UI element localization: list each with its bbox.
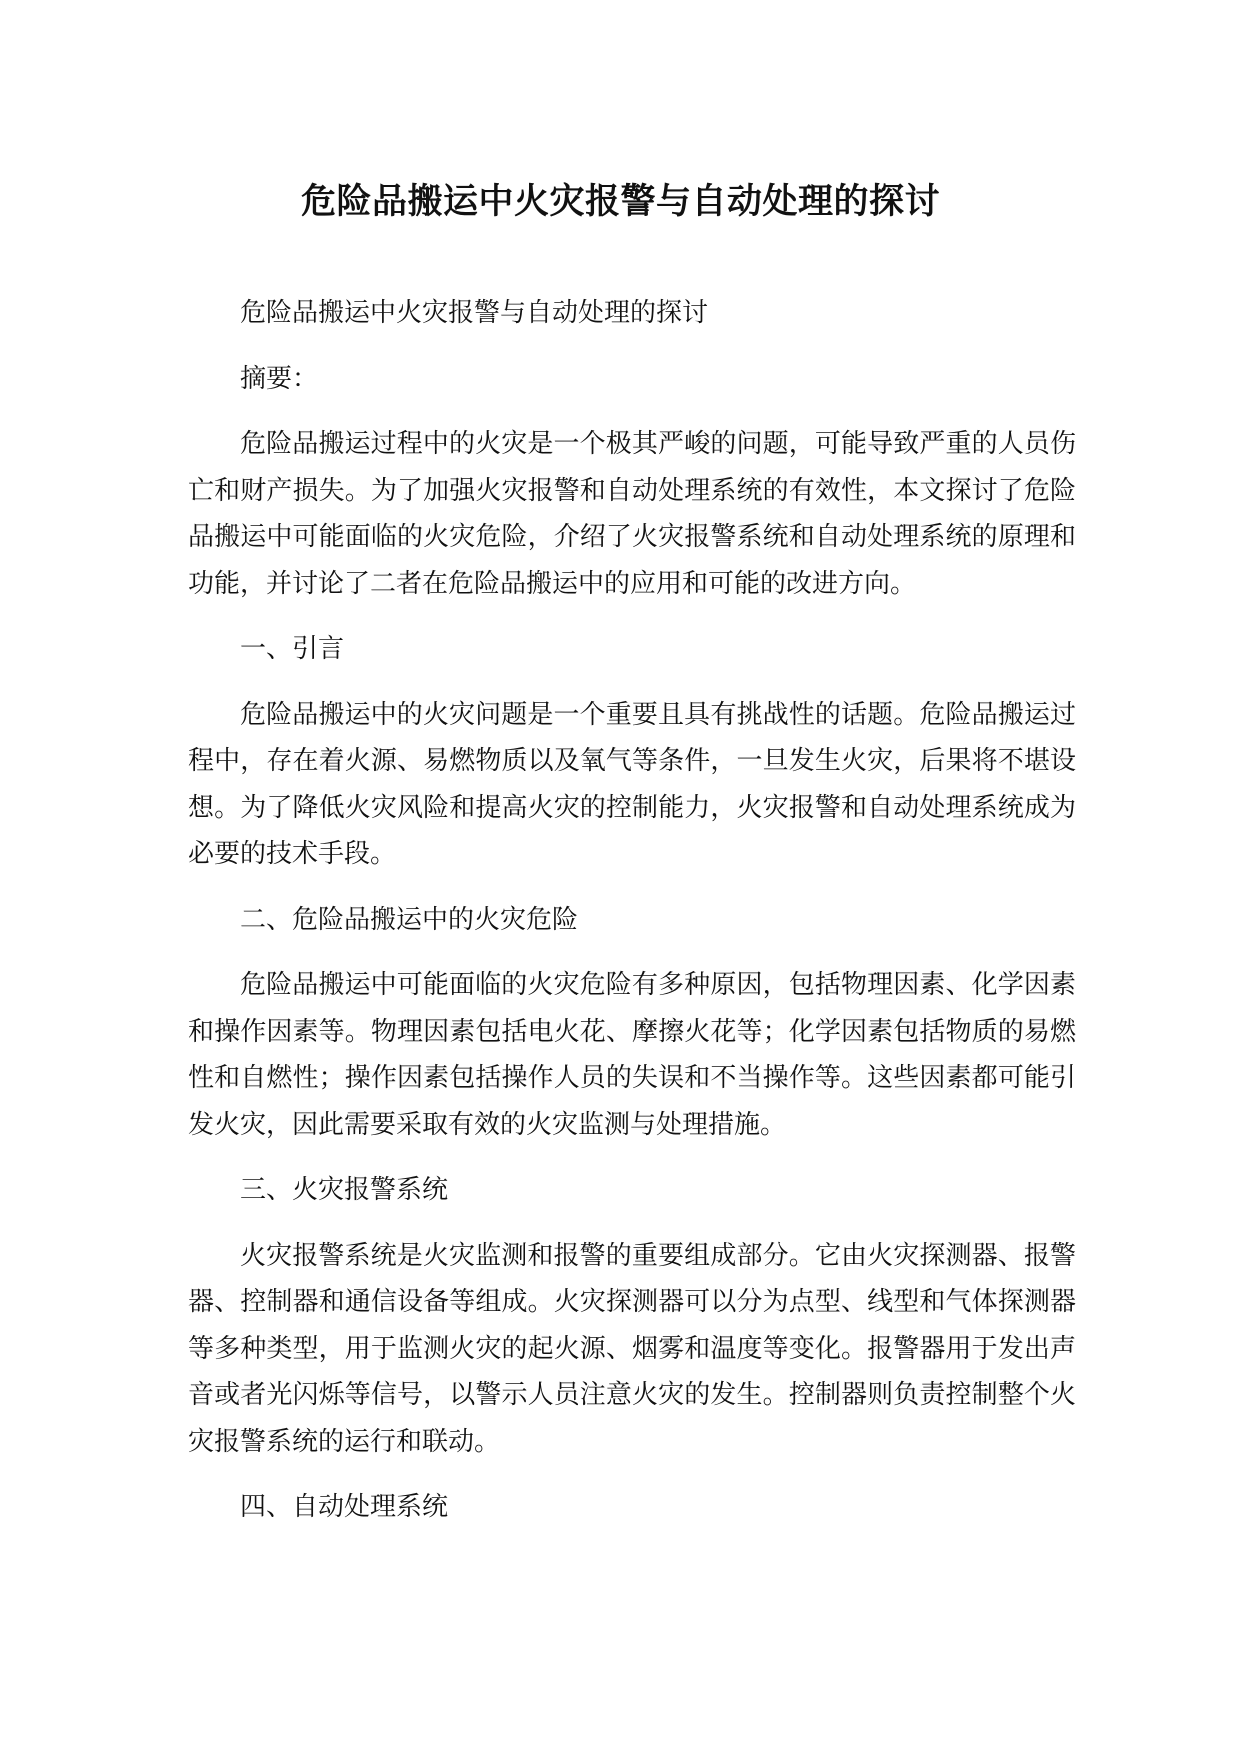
section-paragraph-introduction: 危险品搬运中的火灾问题是一个重要且具有挑战性的话题。危险品搬运过程中，存在着火源、易燃物质以及氧气等条件，一旦发生火灾，后果将不堪设想。为了降低火灾风险和提高火灾的控制能力，火灾报警和自动处理系统成为必要的技术手段。 <box>188 699 1076 869</box>
section-paragraph-fire-hazards: 危险品搬运中可能面临的火灾危险有多种原因，包括物理因素、化学因素和操作因素等。物理因素包括电火花、摩擦火花等；化学因素包括物质的易燃性和自燃性；操作因素包括操作人员的失误和不当操作等。这些因素都可能引发火灾，因此需要采取有效的火灾监测与处理措施。 <box>188 970 1076 1140</box>
abstract-label: 摘要： <box>240 363 319 394</box>
abstract-paragraph: 危险品搬运过程中的火灾是一个极其严峻的问题，可能导致严重的人员伤亡和财产损失。为了加强火灾报警和自动处理系统的有效性，本文探讨了危险品搬运中可能面临的火灾危险，介绍了火灾报警系统和自动处理系统的原理和功能，并讨论了二者在危险品搬运中的应用和可能的改进方向。 <box>188 429 1076 599</box>
section-heading-introduction: 一、引言 <box>240 634 345 664</box>
section-heading-automatic-handling-system: 四、自动处理系统 <box>240 1492 449 1522</box>
document-subtitle: 危险品搬运中火灾报警与自动处理的探讨 <box>240 298 709 328</box>
document-body <box>188 290 1076 1550</box>
section-paragraph-fire-alarm-system: 火灾报警系统是火灾监测和报警的重要组成部分。它由火灾探测器、报警器、控制器和通信设备等组成。火灾探测器可以分为点型、线型和气体探测器等多种类型，用于监测火灾的起火源、烟雾和温度等变化。报警器用于发出声音或者光闪烁等信号，以警示人员注意火灾的发生。控制器则负责控制整个火灾报警系统的运行和联动。 <box>188 1240 1076 1457</box>
section-heading-fire-alarm-system: 三、火灾报警系统 <box>240 1175 449 1205</box>
document-title: 危险品搬运中火灾报警与自动处理的探讨 <box>300 182 940 222</box>
section-heading-fire-hazards: 二、危险品搬运中的火灾危险 <box>240 904 579 935</box>
